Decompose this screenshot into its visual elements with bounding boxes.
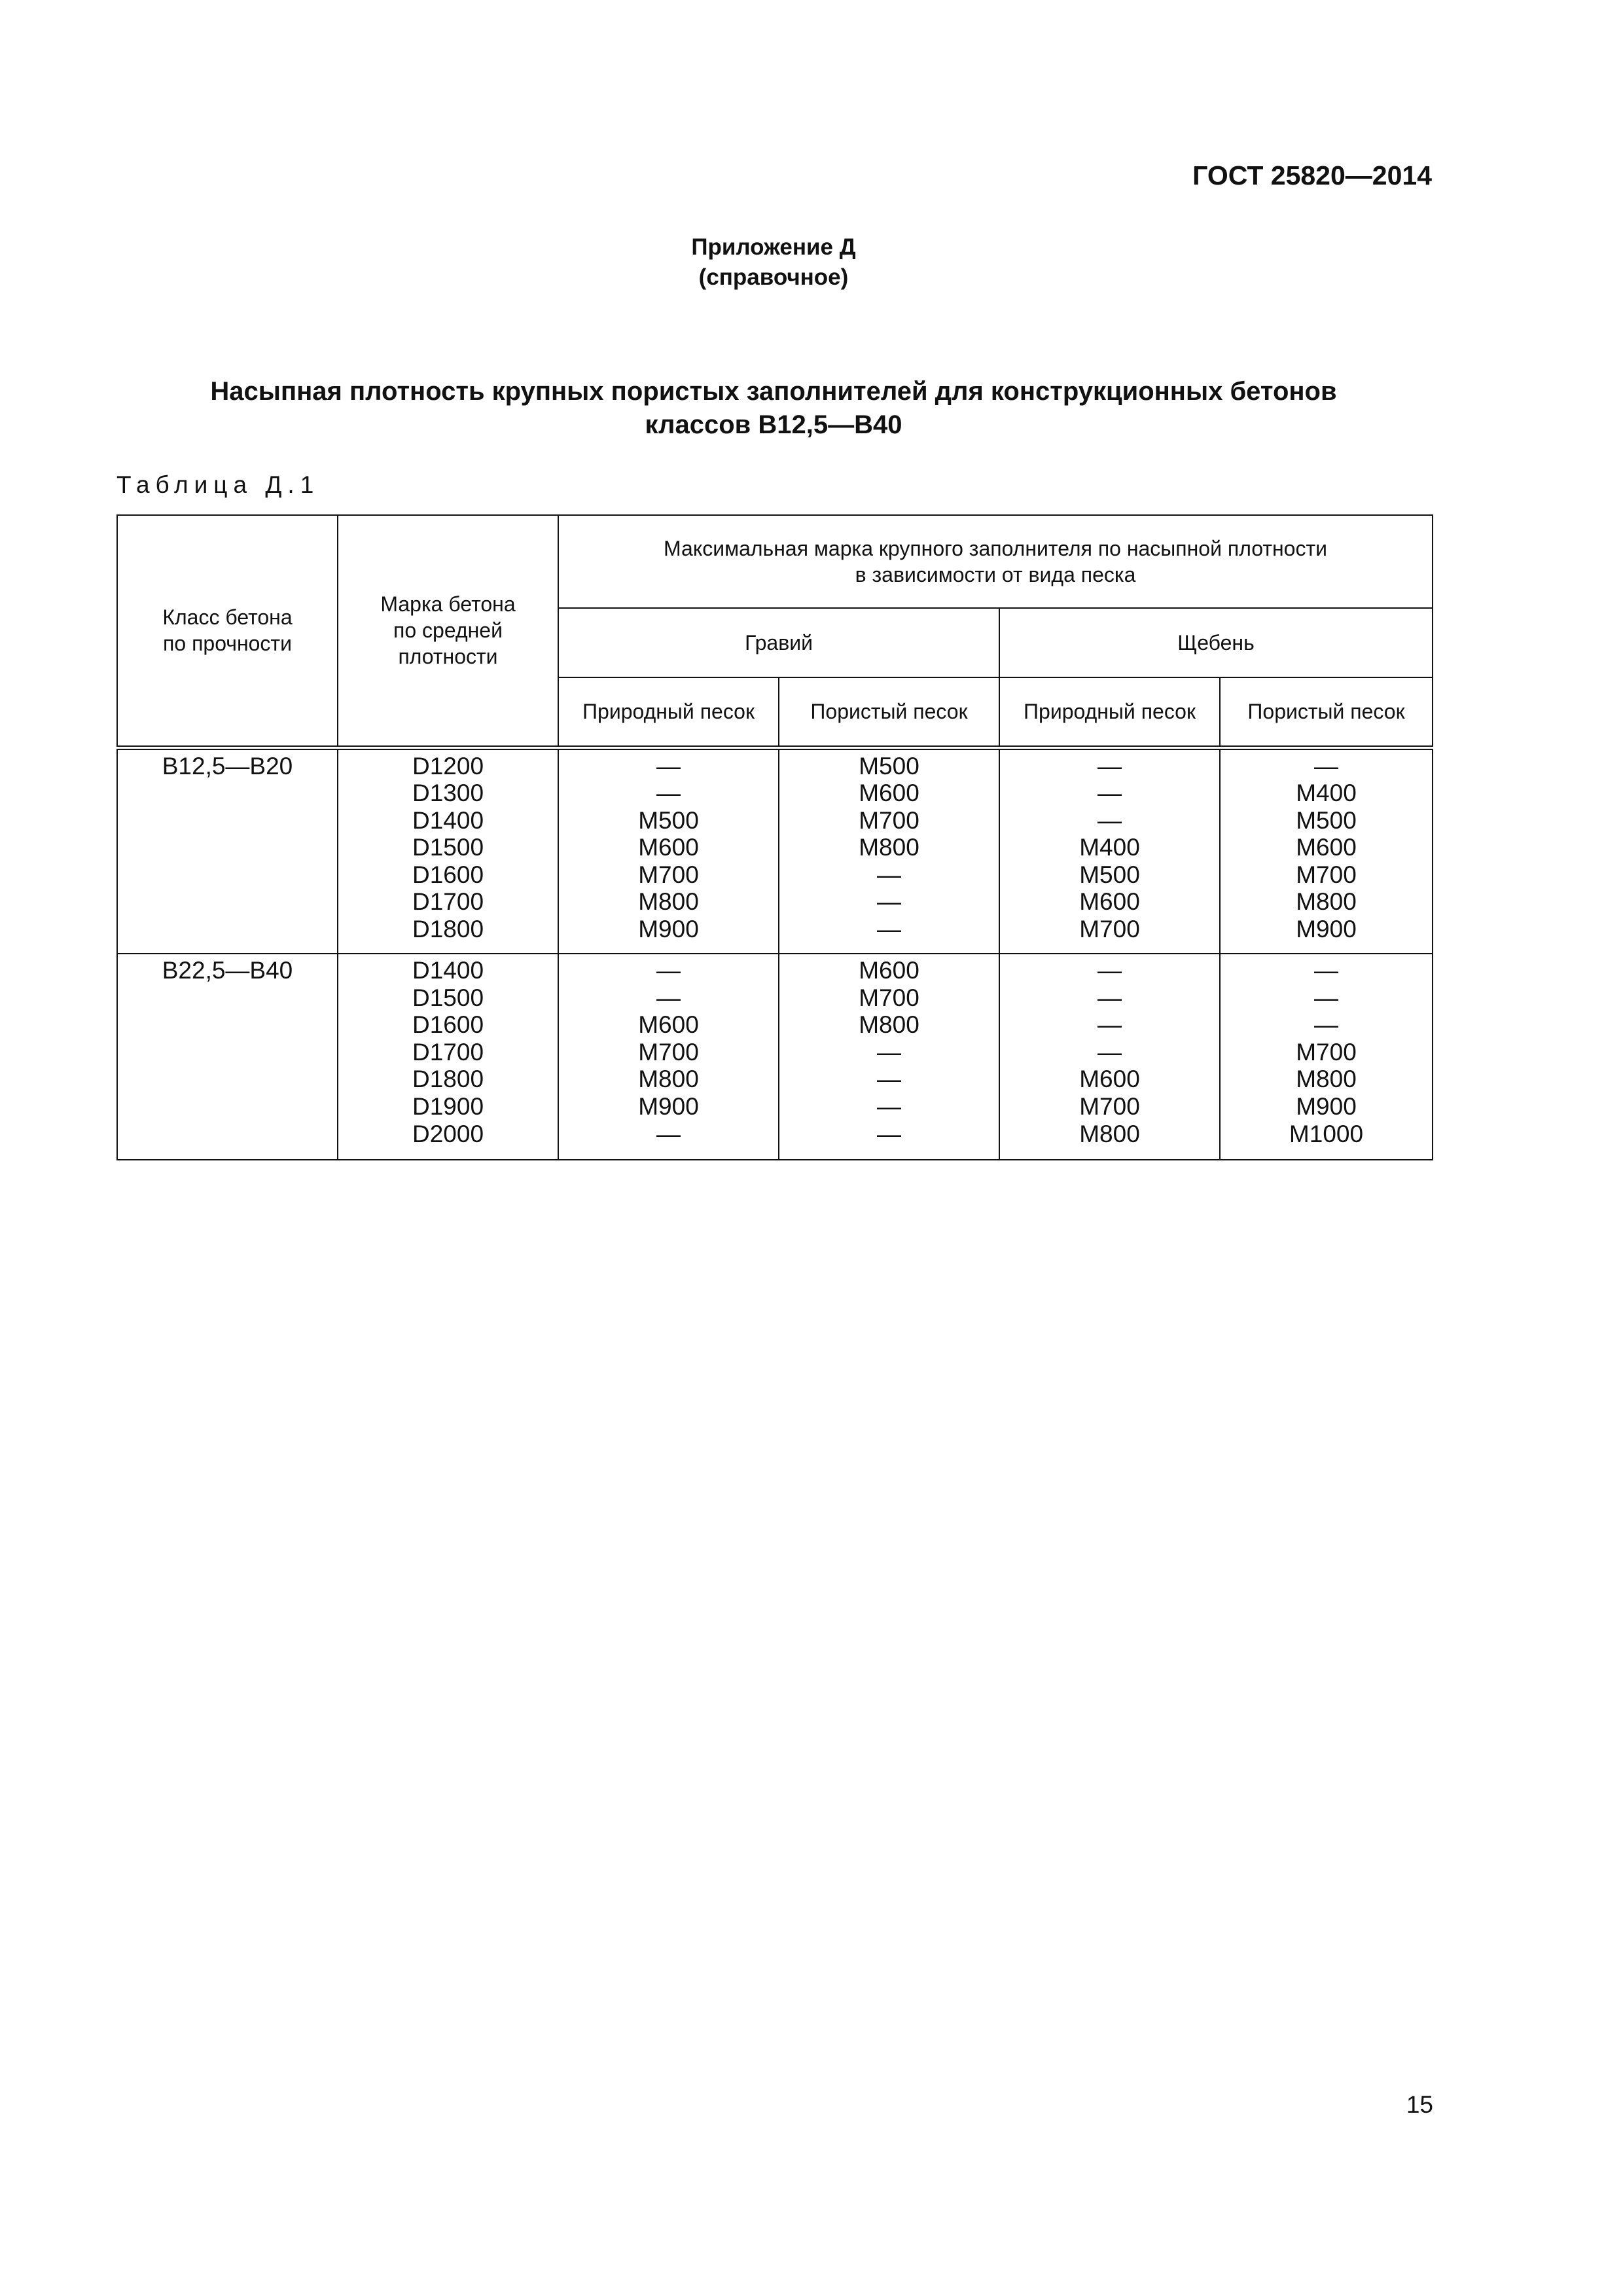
cell-value: —: [1314, 984, 1338, 1011]
cell-value: —: [1097, 752, 1122, 780]
cell-value: —: [1097, 780, 1122, 807]
document-code: ГОСТ 25820—2014: [1192, 160, 1432, 190]
appendix-heading: [0, 232, 1547, 293]
crushed-porous-sand-cell: [1220, 747, 1433, 954]
table-header-row-1: [117, 515, 1433, 608]
header-max-aggregate-grade: Максимальная марка крупного заполнителя по насыпной плотности в зависимости от вида песка: [558, 515, 1433, 608]
cell-value: M500: [859, 752, 919, 780]
bulk-density-table: [116, 514, 1433, 1160]
cell-value: M600: [859, 957, 919, 984]
cell-value: D1500: [412, 984, 484, 1011]
cell-value: —: [1314, 1011, 1338, 1039]
cell-value: M800: [1296, 1066, 1357, 1093]
gravel-natural-sand-cell: [558, 954, 779, 1160]
density-grade-cell: [338, 747, 558, 954]
crushed-natural-sand-cell: [999, 747, 1220, 954]
cell-value: M700: [859, 806, 919, 834]
cell-value: D1800: [412, 916, 484, 943]
cell-value: M700: [638, 861, 699, 888]
header-gravel: Гравий: [558, 608, 999, 677]
cell-value: M700: [859, 984, 919, 1011]
cell-value: D1500: [412, 834, 484, 861]
table-label: Таблица Д.1: [116, 471, 320, 498]
cell-value: M1000: [1289, 1120, 1364, 1147]
cell-value: —: [656, 1120, 681, 1147]
page-number: 15: [1406, 2091, 1433, 2118]
cell-value: M700: [1296, 861, 1357, 888]
cell-value: M800: [638, 888, 699, 916]
cell-value: —: [1314, 752, 1338, 780]
cell-value: M900: [1296, 916, 1357, 943]
table-row: [117, 954, 1433, 1160]
cell-value: M800: [1296, 888, 1357, 916]
cell-value: —: [656, 752, 681, 780]
cell-value: —: [877, 1092, 901, 1120]
cell-value: M500: [1079, 861, 1140, 888]
cell-value: —: [656, 957, 681, 984]
cell-value: D1600: [412, 861, 484, 888]
cell-value: M800: [1079, 1120, 1140, 1147]
cell-value: D1400: [412, 957, 484, 984]
cell-value: —: [1097, 1038, 1122, 1066]
cell-value: —: [877, 1038, 901, 1066]
cell-value: —: [656, 780, 681, 807]
table-row: [117, 747, 1433, 954]
cell-value: D1700: [412, 1038, 484, 1066]
cell-value: M900: [638, 1092, 699, 1120]
cell-value: D1600: [412, 1011, 484, 1039]
cell-value: M600: [638, 1011, 699, 1039]
header-gravel-natural-sand: Природный песок: [558, 677, 779, 747]
cell-value: M700: [1079, 916, 1140, 943]
cell-value: M400: [1079, 834, 1140, 861]
cell-value: D1400: [412, 806, 484, 834]
appendix-title: Приложение Д: [691, 234, 856, 260]
cell-value: D1700: [412, 888, 484, 916]
crushed-natural-sand-cell: [999, 954, 1220, 1160]
cell-value: —: [1097, 806, 1122, 834]
cell-value: M400: [1296, 780, 1357, 807]
cell-value: M800: [859, 834, 919, 861]
cell-value: M600: [1079, 888, 1140, 916]
header-crushed-porous-sand: Пористый песок: [1220, 677, 1433, 747]
cell-value: D2000: [412, 1120, 484, 1147]
cell-value: M700: [1079, 1092, 1140, 1120]
cell-value: M900: [1296, 1092, 1357, 1120]
cell-value: —: [877, 888, 901, 916]
cell-value: M600: [638, 834, 699, 861]
cell-value: D1300: [412, 780, 484, 807]
appendix-subtitle: (справочное): [698, 264, 849, 290]
header-gravel-porous-sand: Пористый песок: [779, 677, 999, 747]
cell-value: —: [1097, 957, 1122, 984]
cell-value: M600: [1296, 834, 1357, 861]
document-title-line-2: классов В12,5—В40: [645, 410, 902, 439]
cell-value: —: [1097, 1011, 1122, 1039]
header-density-grade: Марка бетона по средней плотности: [338, 515, 558, 747]
cell-value: M500: [638, 806, 699, 834]
cell-value: M800: [859, 1011, 919, 1039]
cell-value: D1200: [412, 752, 484, 780]
cell-value: M800: [638, 1066, 699, 1093]
document-title: [0, 375, 1547, 442]
concrete-class-cell: В12,5—В20: [117, 747, 338, 954]
gravel-porous-sand-cell: [779, 747, 999, 954]
cell-value: M600: [1079, 1066, 1140, 1093]
cell-value: M600: [859, 780, 919, 807]
header-crushed-stone: Щебень: [999, 608, 1433, 677]
cell-value: M500: [1296, 806, 1357, 834]
cell-value: —: [1314, 957, 1338, 984]
cell-value: —: [877, 916, 901, 943]
cell-value: M700: [1296, 1038, 1357, 1066]
gravel-natural-sand-cell: [558, 747, 779, 954]
cell-value: —: [877, 1120, 901, 1147]
cell-value: M700: [638, 1038, 699, 1066]
header-concrete-class: Класс бетона по прочности: [117, 515, 338, 747]
cell-value: D1800: [412, 1066, 484, 1093]
concrete-class-cell: В22,5—В40: [117, 954, 338, 1160]
crushed-porous-sand-cell: [1220, 954, 1433, 1160]
gravel-porous-sand-cell: [779, 954, 999, 1160]
cell-value: D1900: [412, 1092, 484, 1120]
cell-value: —: [877, 1066, 901, 1093]
density-grade-cell: [338, 954, 558, 1160]
cell-value: —: [1097, 984, 1122, 1011]
cell-value: —: [877, 861, 901, 888]
document-title-line-1: Насыпная плотность крупных пористых заполнителей для конструкционных бетонов: [210, 377, 1337, 406]
cell-value: M900: [638, 916, 699, 943]
cell-value: —: [656, 984, 681, 1011]
header-crushed-natural-sand: Природный песок: [999, 677, 1220, 747]
